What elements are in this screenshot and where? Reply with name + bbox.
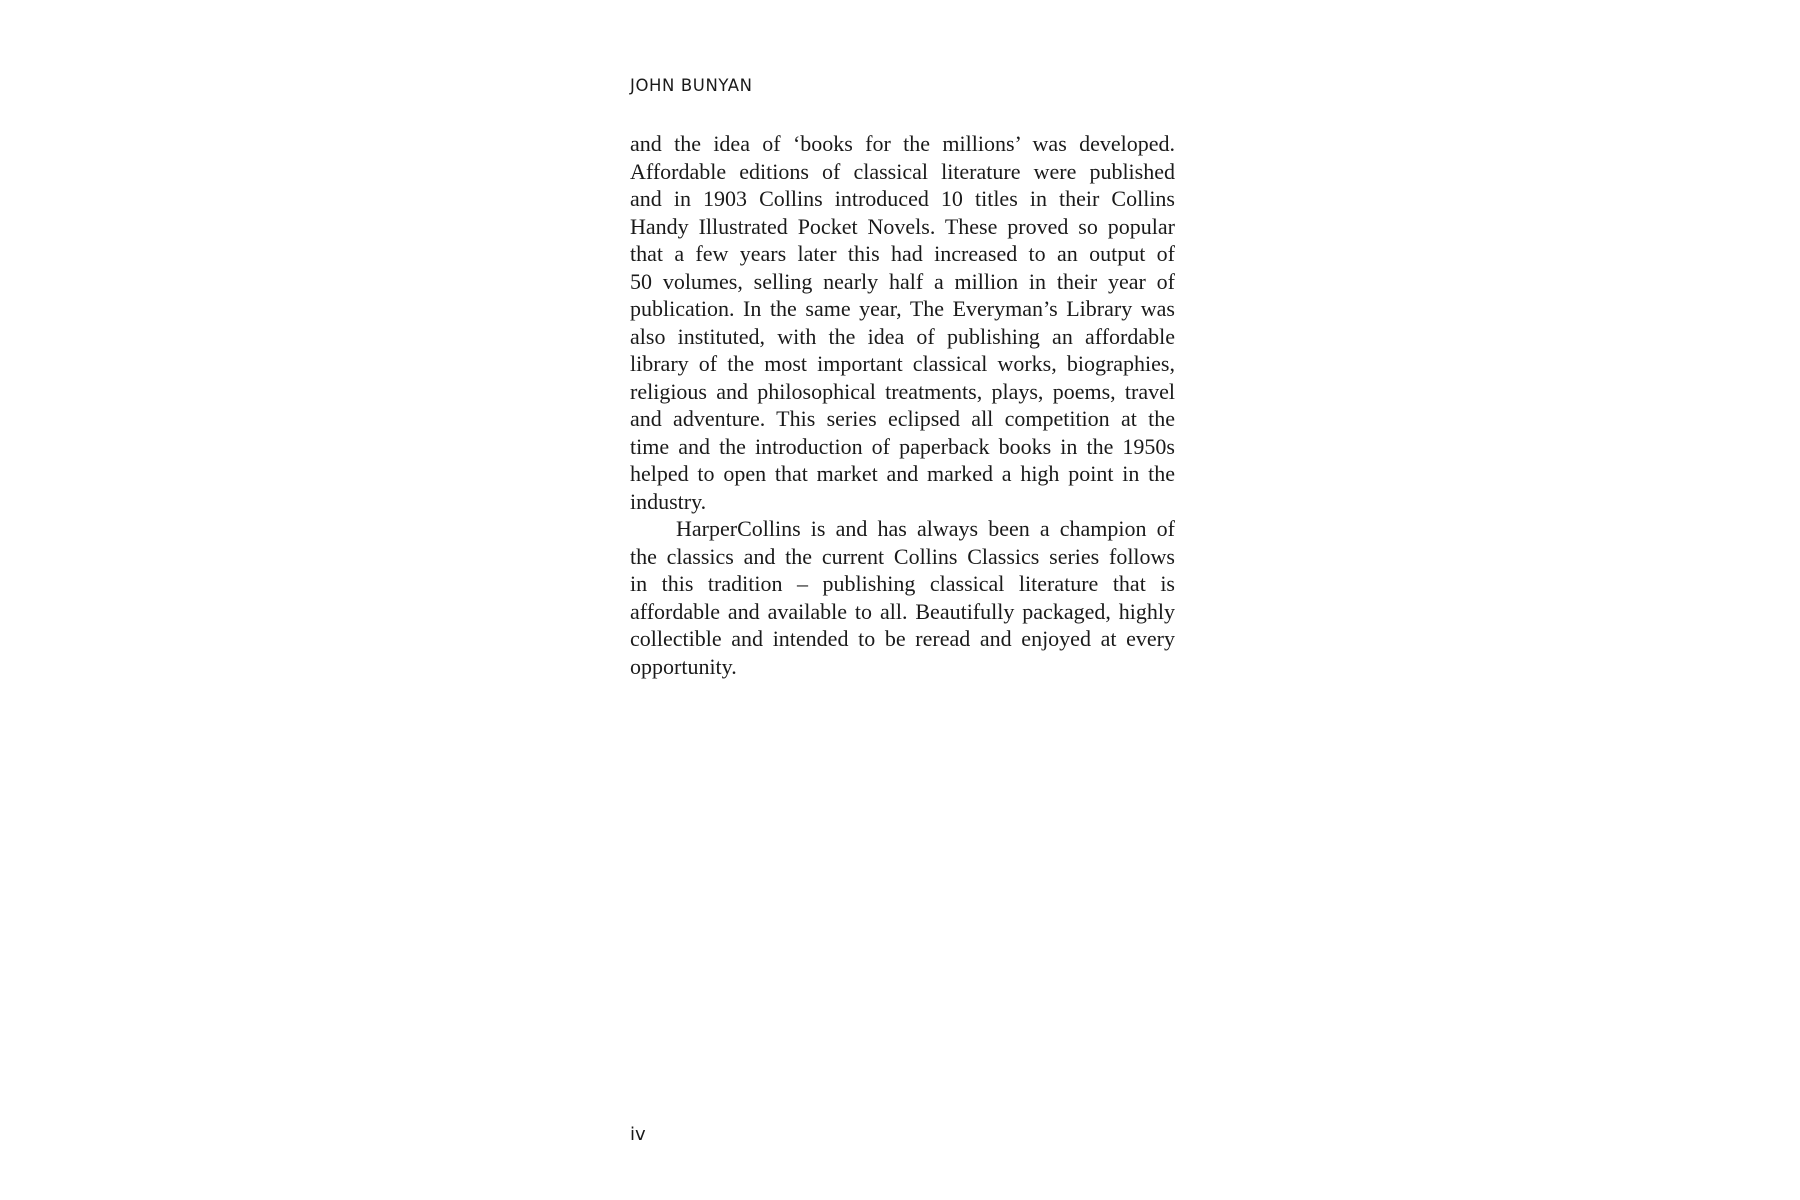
text-line: Affordable editions of classical literature were published <box>630 158 1175 184</box>
page-number: iv <box>630 1124 646 1145</box>
text-line: industry. <box>630 488 707 514</box>
text-line: also instituted, with the idea of publishing an affordable <box>630 323 1175 349</box>
text-line: and adventure. This series eclipsed all competition at the <box>630 406 1175 431</box>
text-line: collectible and intended to be reread and enjoyed at every <box>630 626 1175 651</box>
paragraph-1 <box>630 130 1175 515</box>
text-line: helped to open that market and marked a high point in the <box>630 461 1175 486</box>
text-line: time and the introduction of paperback books in the 1950s <box>630 433 1175 459</box>
text-line: and in 1903 Collins introduced 10 titles in their Collins <box>630 186 1175 211</box>
text-line: that a few years later this had increased to an output of <box>630 241 1175 266</box>
text-line: Handy Illustrated Pocket Novels. These proved so popular <box>630 213 1175 239</box>
text-line: HarperCollins is and has always been a champion of <box>676 516 1175 541</box>
text-line: affordable and available to all. Beautifully packaged, highly <box>630 598 1175 624</box>
text-line: and the idea of ‘books for the millions’ was developed. <box>630 131 1175 156</box>
running-head: JOHN BUNYAN <box>630 76 753 95</box>
text-line: library of the most important classical works, biographies, <box>630 351 1175 376</box>
body-text <box>630 130 1175 680</box>
text-line: opportunity. <box>630 653 737 679</box>
text-line: 50 volumes, selling nearly half a million in their year of <box>630 268 1175 294</box>
text-line: publication. In the same year, The Everyman’s Library was <box>630 296 1175 321</box>
text-line: in this tradition – publishing classical literature that is <box>630 571 1175 596</box>
paragraph-2 <box>630 515 1175 680</box>
text-line: the classics and the current Collins Classics series follows <box>630 543 1175 569</box>
text-line: religious and philosophical treatments, plays, poems, travel <box>630 378 1175 404</box>
